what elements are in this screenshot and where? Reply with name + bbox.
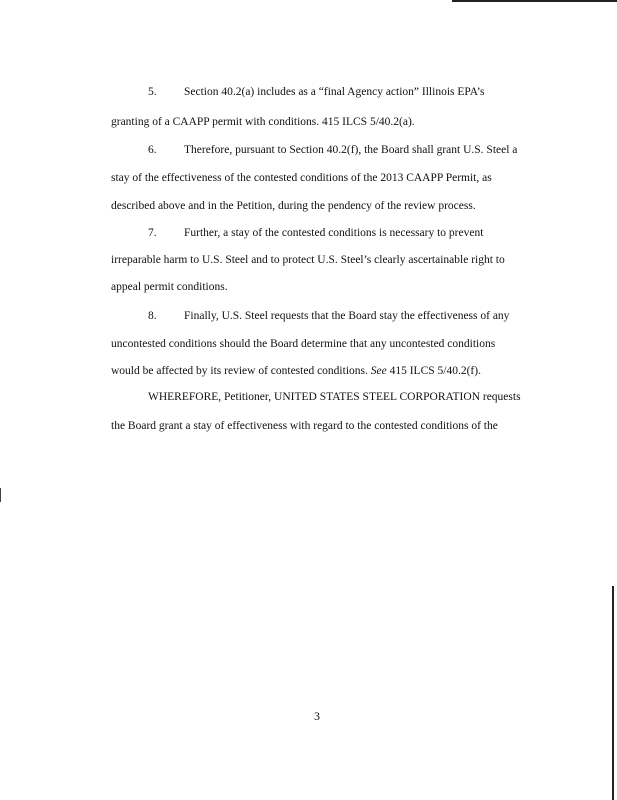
paragraph-line: irreparable harm to U.S. Steel and to protect U.S. Steel’s clearly ascertainable right to (111, 254, 505, 266)
paragraph-line: would be affected by its review of contested conditions. See 415 ILCS 5/40.2(f). (111, 365, 481, 377)
paragraph-line: Finally, U.S. Steel requests that the Board stay the effectiveness of any (184, 310, 510, 322)
paragraph-number: 5. (148, 86, 157, 98)
paragraph-number: 7. (148, 227, 157, 239)
paragraph-line: described above and in the Petition, during the pendency of the review process. (111, 200, 476, 212)
paragraph-line: appeal permit conditions. (111, 281, 228, 293)
paragraph-line: WHEREFORE, Petitioner, UNITED STATES STEEL CORPORATION requests (148, 391, 521, 403)
paragraph-number: 6. (148, 144, 157, 156)
paragraph-line: Further, a stay of the contested conditions is necessary to prevent (184, 227, 484, 239)
scan-edge-mark-top (452, 0, 617, 2)
paragraph-line: granting of a CAAPP permit with conditions. 415 ILCS 5/40.2(a). (111, 116, 415, 128)
paragraph-number: 8. (148, 310, 157, 322)
scan-edge-mark-right (612, 586, 614, 800)
citation-signal: See (370, 365, 387, 377)
paragraph-line: stay of the effectiveness of the contested conditions of the 2013 CAAPP Permit, as (111, 172, 492, 184)
paragraph-line: the Board grant a stay of effectiveness with regard to the contested conditions of the (111, 420, 498, 432)
page-number: 3 (314, 709, 320, 723)
scan-edge-mark-left (0, 488, 1, 502)
paragraph-line: Therefore, pursuant to Section 40.2(f), the Board shall grant U.S. Steel a (184, 144, 518, 156)
paragraph-line: Section 40.2(a) includes as a “final Agency action” Illinois EPA’s (184, 86, 485, 98)
paragraph-line: uncontested conditions should the Board determine that any uncontested conditions (111, 338, 496, 350)
